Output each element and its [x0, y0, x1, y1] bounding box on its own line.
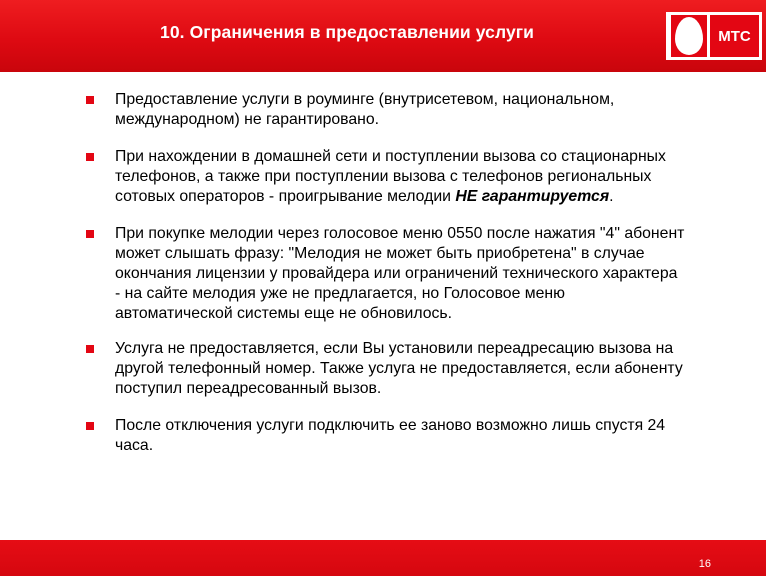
item-text: При нахождении в домашней сети и поступлении вызова со стационарных телефонов, а также при поступлении вызова с телефонов региональных сотовых операторов - проигрывание мелодии — [115, 148, 666, 205]
bullet-square-icon — [86, 422, 94, 430]
item-text: При покупке мелодии через голосовое меню 0550 после нажатия "4" абонент может слышать фразу: "Мелодия не может быть приобретена" в случае окончания лицензии у провайдера или ограничений технического характера - на сайте мелодия уже не предлагается, но Голосовое меню автоматической системы еще не обновилось. — [115, 225, 685, 322]
list-item — [86, 90, 686, 130]
footer-bar — [0, 540, 766, 576]
list-item — [86, 224, 686, 324]
item-text: После отключения услуги подключить ее заново возможно лишь спустя 24 часа. — [115, 417, 666, 454]
bullet-square-icon — [86, 345, 94, 353]
list-item — [86, 416, 686, 456]
bullet-square-icon — [86, 153, 94, 161]
item-suffix: . — [609, 188, 614, 205]
bullet-square-icon — [86, 230, 94, 238]
mts-logo — [666, 12, 762, 60]
list-item — [86, 339, 686, 399]
item-text: Услуга не предоставляется, если Вы установили переадресацию вызова на другой телефонный номер. Также услуга не предоставляется, если абоненту поступил переадресованный вызов. — [115, 340, 683, 397]
item-emphasis: НЕ гарантируется — [455, 188, 610, 205]
list-item — [86, 147, 686, 207]
page-number: 16 — [698, 558, 711, 570]
header-bar — [0, 0, 766, 72]
item-text: Предоставление услуги в роуминге (внутрисетевом, национальном, международном) не гарантировано. — [115, 91, 615, 128]
logo-text: МТС — [710, 15, 759, 57]
bullet-list — [86, 90, 686, 473]
slide-title: 10. Ограничения в предоставлении услуги — [160, 22, 535, 42]
bullet-square-icon — [86, 96, 94, 104]
egg-logo-icon — [671, 15, 707, 57]
